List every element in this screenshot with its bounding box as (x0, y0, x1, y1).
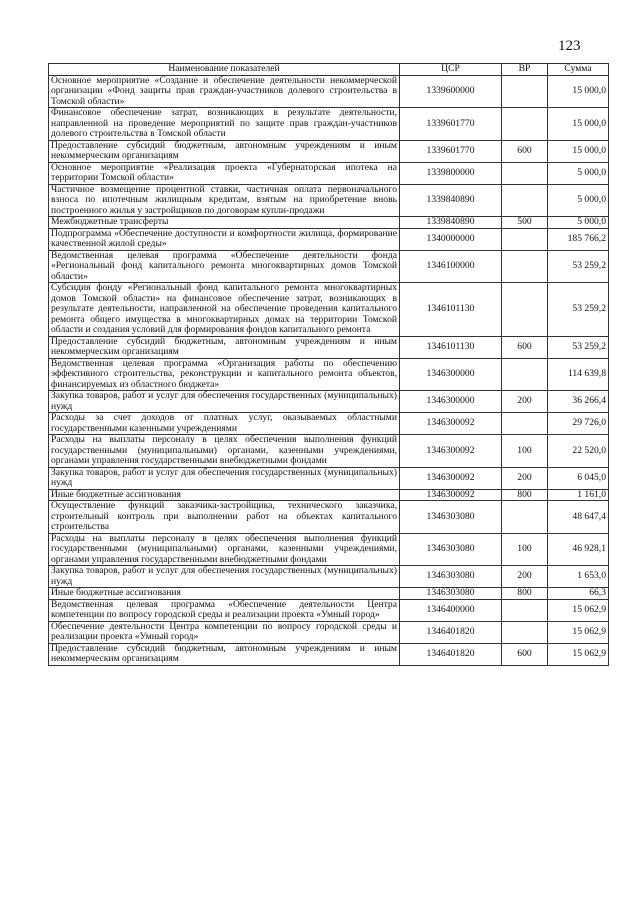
row-name: Закупка товаров, работ и услуг для обеспечения государственных (муниципальных) нужд (49, 391, 400, 413)
row-vr: 100 (502, 533, 548, 566)
row-csr: 1346300092 (400, 435, 502, 468)
row-csr: 1346300092 (400, 467, 502, 489)
header-name: Наименование показателей (49, 64, 400, 76)
row-name: Расходы за счет доходов от платных услуг, оказываемых областными государственными казенными учреждениями (49, 413, 400, 435)
row-csr: 1346300000 (400, 391, 502, 413)
row-sum: 185 766,2 (548, 228, 609, 250)
row-name: Ведомственная целевая программа «Обеспечение деятельности Центра компетенции по вопросу городской среды и реализации проекта «Умный город» (49, 599, 400, 621)
row-csr: 1346101130 (400, 283, 502, 337)
table-row (49, 501, 609, 534)
row-name: Расходы на выплаты персоналу в целях обеспечения выполнения функций государственными (муниципальными) органами, казенными учреждениями, органами управления государственными внебюджетными фондами (49, 533, 400, 566)
row-name: Ведомственная целевая программа «Обеспечение деятельности фонда «Региональный фонд капитального ремонта многоквартирных домов Томской области» (49, 250, 400, 283)
row-sum: 48 647,4 (548, 501, 609, 534)
row-name: Ведомственная целевая программа «Организация работы по обеспечению эффективного строительства, реконструкции и капитального ремонта объектов, финансируемых из областного бюджета» (49, 358, 400, 391)
row-csr: 1346100000 (400, 250, 502, 283)
row-vr: 800 (502, 588, 548, 600)
row-sum: 1 653,0 (548, 566, 609, 588)
row-name: Предоставление субсидий бюджетным, автономным учреждениям и иным некоммерческим организациям (49, 140, 400, 162)
table-row (49, 108, 609, 141)
table-row (49, 435, 609, 468)
table-header-row (49, 64, 609, 76)
row-vr: 100 (502, 435, 548, 468)
row-sum: 15 062,9 (548, 643, 609, 665)
row-sum: 53 259,2 (548, 250, 609, 283)
table-row (49, 250, 609, 283)
row-csr: 1346303080 (400, 501, 502, 534)
row-csr: 1340000000 (400, 228, 502, 250)
row-sum: 5 000,0 (548, 217, 609, 229)
row-sum: 29 726,0 (548, 413, 609, 435)
row-csr: 1346300092 (400, 413, 502, 435)
row-vr: 500 (502, 217, 548, 229)
row-csr: 1339800000 (400, 162, 502, 184)
table-row (49, 391, 609, 413)
row-name: Основное мероприятие «Создание и обеспечение деятельности некоммерческой организации «Фонд защиты прав граждан-участников долевого строительства в Томской области» (49, 75, 400, 108)
row-csr: 1339840890 (400, 217, 502, 229)
row-vr (502, 184, 548, 217)
row-sum: 6 045,0 (548, 467, 609, 489)
row-sum: 15 062,9 (548, 599, 609, 621)
row-sum: 1 161,0 (548, 489, 609, 501)
row-sum: 46 928,1 (548, 533, 609, 566)
row-csr: 1346401820 (400, 621, 502, 643)
row-csr: 1346400000 (400, 599, 502, 621)
row-sum: 15 062,9 (548, 621, 609, 643)
table-row (49, 566, 609, 588)
table-row (49, 336, 609, 358)
table-row (49, 621, 609, 643)
row-sum: 114 639,8 (548, 358, 609, 391)
table-row (49, 162, 609, 184)
row-name: Межбюджетные трансферты (49, 217, 400, 229)
row-sum: 66,3 (548, 588, 609, 600)
row-csr: 1346303080 (400, 533, 502, 566)
row-vr (502, 283, 548, 337)
row-sum: 15 000,0 (548, 140, 609, 162)
row-name: Частичное возмещение процентной ставки, частичная оплата первоначального взноса по ипотечным жилищным кредитам, взятым на приобретение вновь построенного жилья у застройщиков по договорам купли-продажи (49, 184, 400, 217)
row-vr (502, 599, 548, 621)
row-sum: 53 259,2 (548, 283, 609, 337)
page-number: 123 (558, 38, 581, 54)
row-sum: 15 000,0 (548, 75, 609, 108)
header-sum: Сумма (548, 64, 609, 76)
row-name: Предоставление субсидий бюджетным, автономным учреждениям и иным некоммерческим организациям (49, 336, 400, 358)
table-row (49, 599, 609, 621)
row-vr: 200 (502, 391, 548, 413)
row-name: Предоставление субсидий бюджетным, автономным учреждениям и иным некоммерческим организациям (49, 643, 400, 665)
table-row (49, 184, 609, 217)
table-row (49, 217, 609, 229)
table-row (49, 228, 609, 250)
row-vr: 600 (502, 140, 548, 162)
row-name: Основное мероприятие «Реализация проекта «Губернаторская ипотека на территории Томской области» (49, 162, 400, 184)
row-csr: 1339840890 (400, 184, 502, 217)
row-csr: 1346303080 (400, 588, 502, 600)
row-name: Финансовое обеспечение затрат, возникающих в результате деятельности, направленной на проведение мероприятий по защите прав граждан-участников долевого строительства в Томской области (49, 108, 400, 141)
row-name: Иные бюджетные ассигнования (49, 489, 400, 501)
row-vr (502, 108, 548, 141)
table-row (49, 358, 609, 391)
row-sum: 36 266,4 (548, 391, 609, 413)
row-name: Субсидия фонду «Региональный фонд капитального ремонта многоквартирных домов Томской области» на финансовое обеспечение затрат, возникающих в результате деятельности, направленной на обеспечение проведения капитального ремонта общего имущества в многоквартирных домах на территории Томской области и создания условий для формирования фондов капитального ремонта (49, 283, 400, 337)
row-name: Иные бюджетные ассигнования (49, 588, 400, 600)
table-row (49, 533, 609, 566)
header-vr: ВР (502, 64, 548, 76)
row-name: Закупка товаров, работ и услуг для обеспечения государственных (муниципальных) нужд (49, 566, 400, 588)
row-vr (502, 250, 548, 283)
table-row (49, 643, 609, 665)
row-name: Расходы на выплаты персоналу в целях обеспечения выполнения функций государственными (муниципальными) органами, казенными учреждениями, органами управления государственными внебюджетными фондами (49, 435, 400, 468)
budget-table (48, 63, 609, 666)
row-vr: 600 (502, 336, 548, 358)
row-csr: 1346401820 (400, 643, 502, 665)
row-csr: 1346303080 (400, 566, 502, 588)
row-sum: 5 000,0 (548, 184, 609, 217)
table-row (49, 588, 609, 600)
row-vr: 600 (502, 643, 548, 665)
row-name: Подпрограмма «Обеспечение доступности и комфортности жилища, формирование качественной жилой среды» (49, 228, 400, 250)
row-vr: 800 (502, 489, 548, 501)
header-csr: ЦСР (400, 64, 502, 76)
row-sum: 15 000,0 (548, 108, 609, 141)
row-vr: 200 (502, 467, 548, 489)
row-vr (502, 358, 548, 391)
table-row (49, 467, 609, 489)
row-csr: 1346101130 (400, 336, 502, 358)
table-row (49, 283, 609, 337)
row-sum: 53 259,2 (548, 336, 609, 358)
table-row (49, 413, 609, 435)
row-csr: 1346300000 (400, 358, 502, 391)
row-name: Закупка товаров, работ и услуг для обеспечения государственных (муниципальных) нужд (49, 467, 400, 489)
row-vr (502, 621, 548, 643)
table-row (49, 75, 609, 108)
row-vr: 200 (502, 566, 548, 588)
row-vr (502, 75, 548, 108)
table-row (49, 489, 609, 501)
row-name: Осуществление функций заказчика-застройщика, технического заказчика, строительный контроль при выполнении работ на объектах капитального строительства (49, 501, 400, 534)
table-row (49, 140, 609, 162)
row-sum: 5 000,0 (548, 162, 609, 184)
row-sum: 22 520,0 (548, 435, 609, 468)
row-name: Обеспечение деятельности Центра компетенции по вопросу городской среды и реализации проекта «Умный город» (49, 621, 400, 643)
row-csr: 1346300092 (400, 489, 502, 501)
row-csr: 1339600000 (400, 75, 502, 108)
row-vr (502, 501, 548, 534)
row-vr (502, 228, 548, 250)
row-csr: 1339601770 (400, 108, 502, 141)
row-csr: 1339601770 (400, 140, 502, 162)
row-vr (502, 162, 548, 184)
row-vr (502, 413, 548, 435)
